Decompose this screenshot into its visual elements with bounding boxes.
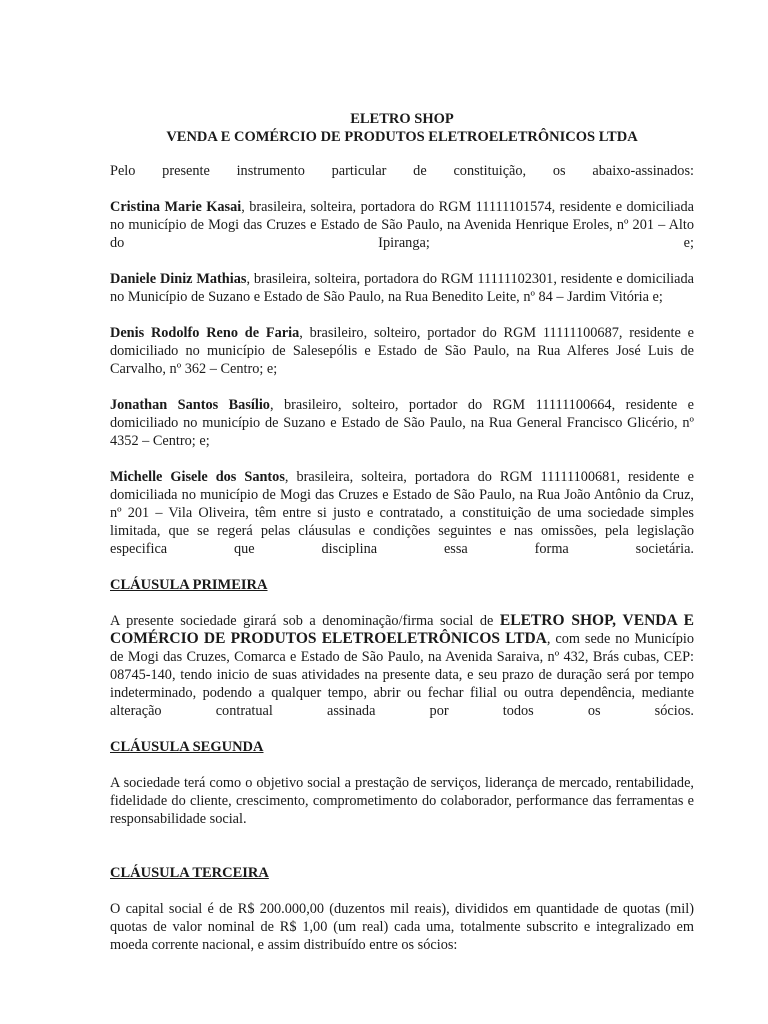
clause-text: , com sede no Município de Mogi das Cruzes, Comarca e Estado de São Paulo, na Avenida Saraiva, nº 432, Brás cubas, CEP: 08745-140, tendo inicio de suas atividades na presente data, e seu prazo de duração será por tempo indeterminado, podendo a qualquer tempo, abrir ou fechar filial ou outra dependência, mediante alteração contratual assinada por todos os sócios. — [110, 631, 694, 719]
partner-paragraph — [110, 324, 694, 378]
partner-name: Daniele Diniz Mathias — [110, 271, 247, 287]
document-page — [110, 110, 694, 972]
clause-text: A presente sociedade girará sob a denominação/firma social de — [110, 613, 500, 629]
clause-paragraph: O capital social é de R$ 200.000,00 (duzentos mil reais), divididos em quantidade de quotas (mil) quotas de valor nominal de R$ 1,00 (um real) cada uma, totalmente subscrito e integralizado em moeda corrente nacional, e assim distribuído entre os sócios: — [110, 901, 694, 953]
partner-paragraph — [110, 270, 694, 306]
partner-details: , brasileiro, solteiro, portador do RGM 11111100664, residente e domiciliado no município de Suzano e Estado de São Paulo, na Rua General Francisco Glicério, nº 4352 – Centro; e; — [110, 397, 695, 449]
partner-paragraph — [110, 396, 694, 450]
partner-name: Jonathan Santos Basílio — [110, 397, 270, 413]
clause-heading: CLÁUSULA PRIMEIRA — [110, 577, 268, 593]
company-name: ELETRO SHOP, VENDA E COMÉRCIO DE PRODUTOS ELETROELETRÔNICOS LTDA — [110, 612, 694, 647]
partner-details: , brasileiro, solteiro, portador do RGM 11111100687, residente e domiciliado no município de Salesepólis e Estado de São Paulo, na Rua Alferes José Luis de Carvalho, nº 362 – Centro; e; — [110, 325, 694, 377]
clause-paragraph: A sociedade terá como o objetivo social a prestação de serviços, liderança de mercado, rentabilidade, fidelidade do cliente, crescimento, comprometimento do colaborador, performance das ferramentas e responsabilidade social. — [110, 775, 694, 827]
intro-paragraph: Pelo presente instrumento particular de constituição, os abaixo-assinados: — [110, 163, 694, 179]
partner-paragraph — [110, 198, 694, 252]
partner-name: Cristina Marie Kasai — [110, 199, 242, 215]
partner-details: , brasileira, solteira, portadora do RGM 11111101574, residente e domiciliada no município de Mogi das Cruzes e Estado de São Paulo, na Avenida Henrique Eroles, nº 201 – Alto do Ipiranga; e; — [110, 199, 694, 251]
clause-heading: CLÁUSULA SEGUNDA — [110, 739, 264, 755]
clause-heading: CLÁUSULA TERCEIRA — [110, 865, 269, 881]
clause-paragraph — [110, 612, 694, 720]
partner-name: Denis Rodolfo Reno de Faria — [110, 325, 300, 341]
partner-name: Michelle Gisele dos Santos — [110, 469, 285, 485]
partner-paragraph — [110, 468, 694, 558]
document-subtitle: VENDA E COMÉRCIO DE PRODUTOS ELETROELETRÔNICOS LTDA — [166, 129, 638, 145]
partner-details: , brasileira, solteira, portadora do RGM 11111100681, residente e domiciliada no município de Mogi das Cruzes e Estado de São Paulo, na Rua João Antônio da Cruz, nº 201 – Vila Oliveira, têm entre si justo e contratado, a constituição de uma sociedade simples limitada, que se regerá pelas cláusulas e condições seguintes e nas omissões, pela legislação especifica que disciplina essa forma societária. — [110, 469, 694, 557]
document-title: ELETRO SHOP — [350, 111, 454, 127]
partner-details: , brasileira, solteira, portadora do RGM 11111102301, residente e domiciliada no Município de Suzano e Estado de São Paulo, na Rua Benedito Leite, nº 84 – Jardim Vitória e; — [110, 271, 694, 305]
